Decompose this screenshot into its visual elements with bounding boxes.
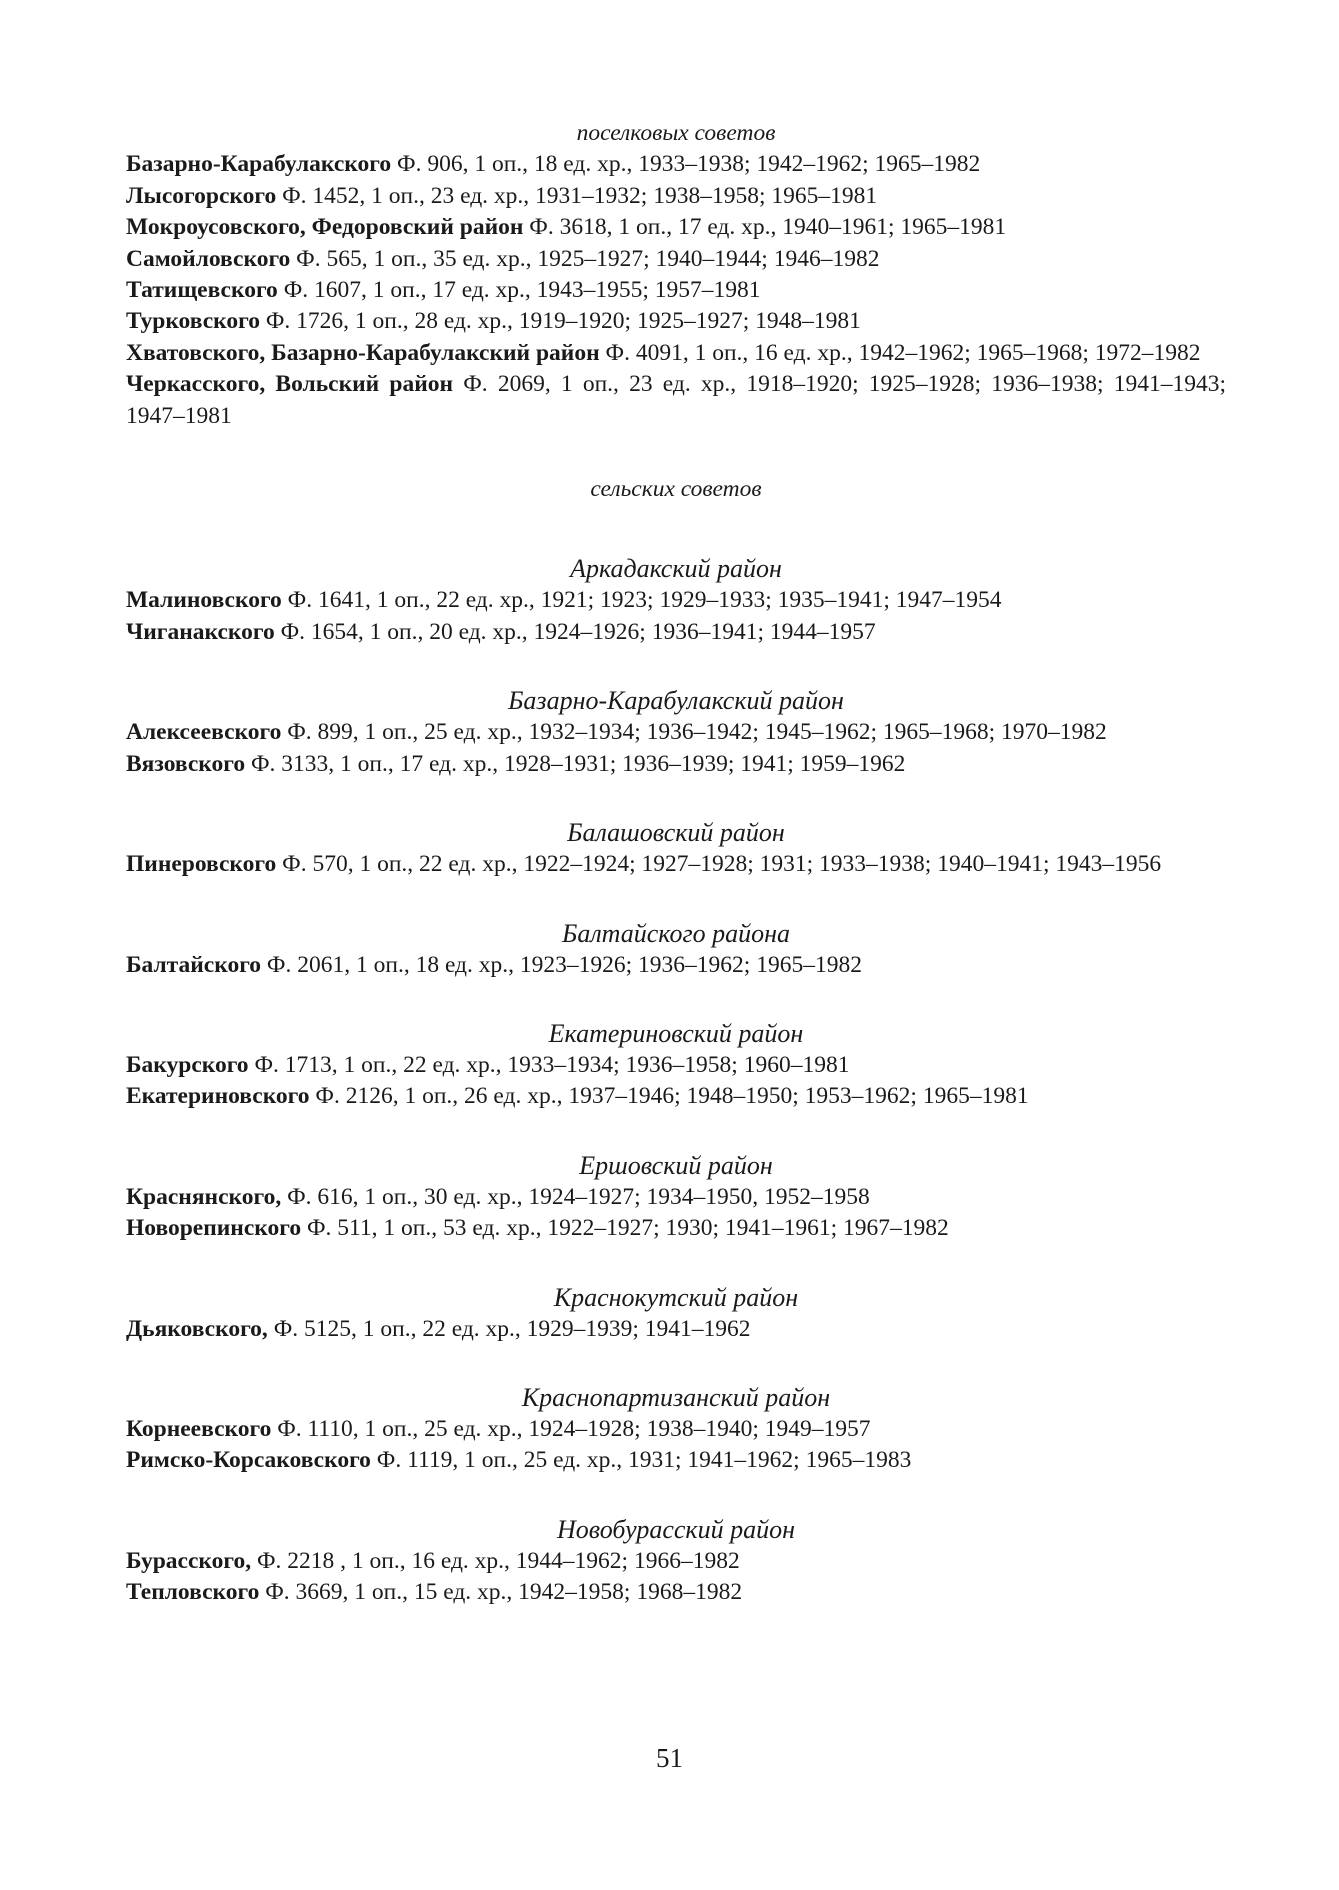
entry-details: Ф. 2069, 1 оп., 23 ед. хр., 1918–1920; 1925–1928; 1936–1938; 1941–1943; 1947–1981	[126, 371, 1226, 429]
list-item	[126, 1314, 1226, 1345]
list-item	[126, 585, 1226, 616]
entry-name: Бурасского,	[126, 1547, 252, 1574]
list-item	[126, 617, 1226, 648]
entry-details: Ф. 2061, 1 оп., 18 ед. хр., 1923–1926; 1936–1962; 1965–1982	[261, 951, 862, 978]
entry-details: Ф. 1452, 1 оп., 23 ед. хр., 1931–1932; 1938–1958; 1965–1981	[276, 182, 878, 209]
entry-details: Ф. 570, 1 оп., 22 ед. хр., 1922–1924; 1927–1928; 1931; 1933–1938; 1940–1941; 1943–1956	[276, 851, 1162, 878]
rayon-block	[126, 1018, 1226, 1113]
rayon-title: Базарно-Карабулакский район	[508, 686, 844, 716]
entry-details: Ф. 616, 1 оп., 30 ед. хр., 1924–1927; 1934–1950, 1952–1958	[281, 1183, 870, 1210]
rayon-title: Екатериновский район	[548, 1018, 804, 1048]
rayon-block	[126, 1282, 1226, 1345]
settlement-council-list	[126, 149, 1226, 432]
entry-name: Корнеевского	[126, 1415, 272, 1442]
entry-name: Римско-Корсаковского	[126, 1447, 371, 1474]
rayon-block	[126, 918, 1226, 981]
document-page	[126, 118, 1226, 1609]
entry-details: Ф. 511, 1 оп., 53 ед. хр., 1922–1927; 1930; 1941–1961; 1967–1982	[301, 1215, 949, 1242]
list-item	[126, 749, 1226, 780]
entry-name: Новорепинского	[126, 1215, 302, 1242]
entry-details: Ф. 5125, 1 оп., 22 ед. хр., 1929–1939; 1941–1962	[267, 1315, 751, 1342]
entry-name: Балтайского	[126, 951, 262, 978]
rayon-title: Аркадакский район	[570, 554, 782, 584]
entry-details: Ф. 906, 1 оп., 18 ед. хр., 1933–1938; 1942–1962; 1965–1982	[391, 151, 981, 178]
entry-details: Ф. 3133, 1 оп., 17 ед. хр., 1928–1931; 1936–1939; 1941; 1959–1962	[245, 750, 906, 777]
rayon-title: Балашовский район	[567, 818, 785, 848]
rayon-title: Балтайского района	[561, 918, 791, 948]
entry-details: Ф. 1641, 1 оп., 22 ед. хр., 1921; 1923; 1929–1933; 1935–1941; 1947–1954	[281, 587, 1002, 614]
entry-name: Дьяковского,	[126, 1315, 268, 1342]
rayon-title: Краснопартизанский район	[521, 1382, 831, 1412]
rayon-title: Краснокутский район	[553, 1282, 799, 1312]
entry-name: Турковского	[126, 308, 260, 335]
entry-details: Ф. 2126, 1 оп., 26 ед. хр., 1937–1946; 1948–1950; 1953–1962; 1965–1981	[309, 1083, 1029, 1110]
list-item	[126, 212, 1226, 243]
list-item	[126, 1414, 1226, 1445]
list-item	[126, 244, 1226, 275]
list-item	[126, 1577, 1226, 1608]
rayon-block	[126, 1514, 1226, 1609]
entry-details: Ф. 3669, 1 оп., 15 ед. хр., 1942–1958; 1968–1982	[259, 1579, 743, 1606]
list-item	[126, 369, 1226, 432]
list-item	[126, 717, 1226, 748]
entry-details: Ф. 3618, 1 оп., 17 ед. хр., 1940–1961; 1965–1981	[523, 214, 1007, 241]
list-item	[126, 1445, 1226, 1476]
entry-name: Мокроусовского, Федоровский район	[126, 214, 524, 241]
entry-name: Хватовского, Базарно-Карабулакский район	[126, 339, 600, 366]
list-item	[126, 338, 1226, 369]
entry-name: Вязовского	[126, 750, 246, 777]
entry-details: Ф. 1607, 1 оп., 17 ед. хр., 1943–1955; 1957–1981	[277, 277, 761, 304]
list-item	[126, 950, 1226, 981]
list-item	[126, 1081, 1226, 1112]
entry-details: Ф. 1713, 1 оп., 22 ед. хр., 1933–1934; 1936–1958; 1960–1981	[248, 1051, 850, 1078]
list-item	[126, 275, 1226, 306]
entry-details: Ф. 2218 , 1 оп., 16 ед. хр., 1944–1962; 1966–1982	[251, 1547, 740, 1574]
entry-name: Краснянского,	[126, 1183, 282, 1210]
entry-name: Лысогорского	[126, 182, 277, 209]
section-heading-settlement-councils: поселковых советов	[576, 120, 776, 146]
entry-name: Базарно-Карабулакского	[126, 151, 392, 178]
list-item	[126, 1182, 1226, 1213]
entry-details: Ф. 565, 1 оп., 35 ед. хр., 1925–1927; 1940–1944; 1946–1982	[290, 245, 880, 272]
entry-details: Ф. 1119, 1 оп., 25 ед. хр., 1931; 1941–1962; 1965–1983	[370, 1447, 912, 1474]
list-item	[126, 1546, 1226, 1577]
entry-name: Алексеевского	[126, 719, 282, 746]
list-item	[126, 1213, 1226, 1244]
list-item	[126, 849, 1226, 880]
list-item	[126, 181, 1226, 212]
entry-name: Самойловского	[126, 245, 291, 272]
page-number: 51	[656, 1743, 683, 1773]
entry-name: Чиганакского	[126, 618, 275, 645]
entry-details: Ф. 1726, 1 оп., 28 ед. хр., 1919–1920; 1925–1927; 1948–1981	[259, 308, 861, 335]
rayon-block	[126, 553, 1226, 648]
entry-details: Ф. 1110, 1 оп., 25 ед. хр., 1924–1928; 1938–1940; 1949–1957	[271, 1415, 871, 1442]
list-item	[126, 149, 1226, 180]
entry-name: Бакурского	[126, 1051, 249, 1078]
rayon-block	[126, 1150, 1226, 1245]
entry-name: Тепловского	[126, 1579, 260, 1606]
entry-name: Татищевского	[126, 277, 278, 304]
rayon-title: Ершовский район	[579, 1150, 773, 1180]
list-item	[126, 1050, 1226, 1081]
entry-details: Ф. 1654, 1 оп., 20 ед. хр., 1924–1926; 1936–1941; 1944–1957	[274, 618, 876, 645]
section-heading-village-councils: сельских советов	[590, 476, 762, 503]
entry-details: Ф. 4091, 1 оп., 16 ед. хр., 1942–1962; 1965–1968; 1972–1982	[599, 339, 1201, 366]
entry-name: Екатериновского	[126, 1083, 310, 1110]
rayon-title: Новобурасский район	[557, 1514, 795, 1544]
rayon-block	[126, 1382, 1226, 1477]
entry-name: Черкасского, Вольский район	[126, 371, 454, 398]
entry-name: Малиновского	[126, 587, 282, 614]
entry-details: Ф. 899, 1 оп., 25 ед. хр., 1932–1934; 1936–1942; 1945–1962; 1965–1968; 1970–1982	[281, 719, 1107, 746]
list-item	[126, 306, 1226, 337]
entry-name: Пинеровского	[126, 851, 277, 878]
rayon-block	[126, 817, 1226, 880]
rayon-block	[126, 685, 1226, 780]
